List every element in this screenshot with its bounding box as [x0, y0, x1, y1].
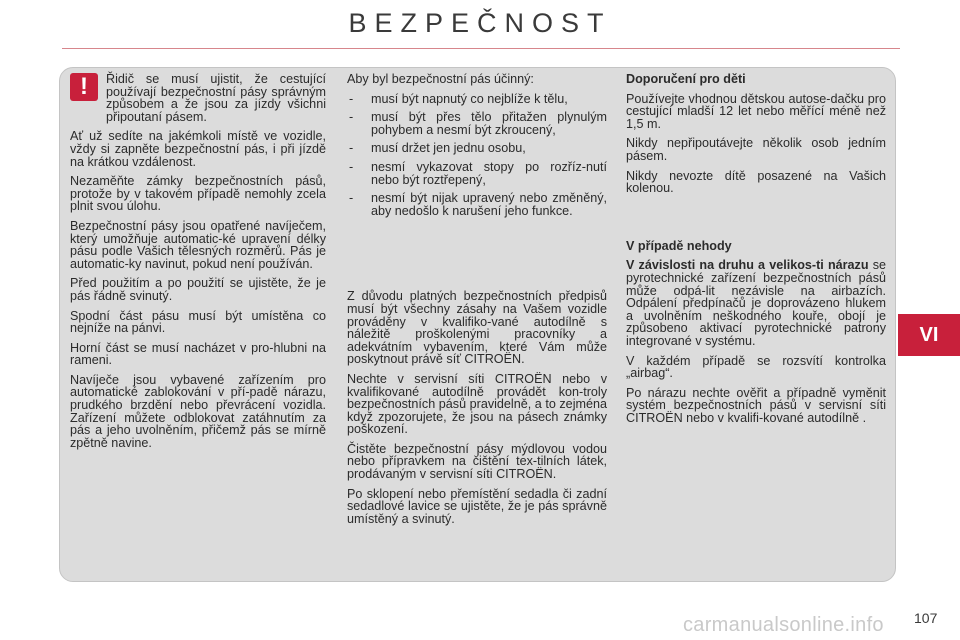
warning-box — [70, 73, 326, 123]
column-middle — [347, 73, 607, 532]
paragraph: Navíječe jsou vybavené zařízením pro automatické zablokování v pří-padě nárazu, prudkého brzdění nebo převrácení vozidla. Zařízení můžete odblokovat zatáhnutím za pás a jeho uvolněním, přičemž pás se mírně zpětně navine. — [70, 372, 326, 450]
paragraph-rest: se pyrotechnické zařízení bezpečnostních pásů může odpá-lit nezávisle na airbazích. Odpálení předpínačů je doprovázeno hlukem a uvolněním neškodného kouře, obojí je způsobeno aktivací pyrotechnické patrony integrované v systému. — [626, 258, 886, 348]
spacer — [626, 202, 886, 240]
paragraph: Nikdy nevozte dítě posazené na Vašich kolenou. — [626, 168, 886, 196]
section-heading-children: Doporučení pro děti — [626, 72, 746, 86]
paragraph: Bezpečnostní pásy jsou opatřené navíječem, který umožňuje automatic-ké upravení délky pásu podle Vašich tělesných rozměrů. Pás je automatic-ky navinut, pokud není používán. — [70, 218, 326, 271]
paragraph: V každém případě se rozsvítí kontrolka „airbag“. — [626, 353, 886, 381]
list-item: - musí držet jen jednu osobu, — [347, 142, 607, 155]
section-heading-accident: V případě nehody — [626, 238, 732, 253]
column-right — [626, 73, 886, 431]
column-left — [70, 73, 326, 456]
paragraph: Nezaměňte zámky bezpečnostních pásů, protože by v takovém případě nemohly zcela plnit svou úlohu. — [70, 174, 326, 214]
page-number: 107 — [914, 610, 938, 626]
warning-icon: ! — [70, 73, 98, 101]
list-item: - nesmí být nijak upravený nebo změněný, aby nedošlo k narušení jeho funkce. — [347, 192, 607, 217]
list-item: - musí být napnutý co nejblíže k tělu, — [347, 93, 607, 106]
list-intro: Aby byl bezpečnostní pás účinný: — [347, 72, 534, 86]
paragraph: Používejte vhodnou dětskou autose-dačku pro cestující mladší 12 let nebo měřící méně než 1,5 m. — [626, 91, 886, 131]
paragraph: Po nárazu nechte ověřit a případně vyměnit systém bezpečnostních pásů v servisní síti CITROËN nebo v kvalifi-kované autodílně . — [626, 385, 886, 425]
watermark: carmanualsonline.info — [683, 614, 884, 636]
paragraph: Ať už sedíte na jakémkoli místě ve vozidle, vždy si zapněte bezpečnostní pás, i při jízdě na krátkou vzdálenost. — [70, 129, 326, 169]
page-title: BEZPEČNOST — [348, 8, 612, 38]
paragraph: Horní část se musí nacházet v pro-hlubni na rameni. — [70, 340, 326, 368]
paragraph: Z důvodu platných bezpečnostních předpisů musí být všechny zásahy na Vašem vozidle prováděny v kvalifiko-vané autodílně s náležitě proškolenými pracovníky a adekvátním vybavením, které Vám může poskytnout právě síť CITROËN. — [347, 289, 607, 367]
chapter-tab[interactable]: VI — [898, 314, 960, 356]
title-divider — [62, 48, 900, 49]
paragraph — [626, 259, 886, 347]
list-item: - musí být přes tělo přitažen plynulým pohybem a nesmí být zkroucený, — [347, 111, 607, 136]
paragraph: Nechte v servisní síti CITROËN nebo v kvalifikované autodílně provádět kon-troly bezpečnostních pásů pravidelně, a to zejména když zpozorujete, že jsou na pásech známky poškození. — [347, 371, 607, 437]
paragraph: Spodní část pásu musí být umístěna co nejníže na pánvi. — [70, 308, 326, 336]
bold-lead: V závislosti na druhu a velikos-ti nárazu — [626, 258, 869, 273]
spacer — [347, 224, 607, 290]
warning-text: Řidič se musí ujistit, že cestující používají bezpečnostní pásy správným způsobem a že jsou za jízdy všichni připoutaní pásem. — [106, 72, 326, 124]
paragraph: Nikdy nepřipoutávejte několik osob jedním pásem. — [626, 136, 886, 163]
paragraph: Čistěte bezpečnostní pásy mýdlovou vodou nebo přípravkem na čištění tex-tilních látek, prodávaným v servisní síti CITROËN. — [347, 441, 607, 482]
paragraph: Před použitím a po použití se ujistěte, že je pás řádně svinutý. — [70, 276, 326, 303]
paragraph: Po sklopení nebo přemístění sedadla či zadní sedadlové lavice se ujistěte, že je pás správně umístěný a svinutý. — [347, 486, 607, 526]
list-item: - nesmí vykazovat stopy po rozříz-nutí nebo být roztřepený, — [347, 161, 607, 186]
requirements-list — [347, 93, 607, 218]
